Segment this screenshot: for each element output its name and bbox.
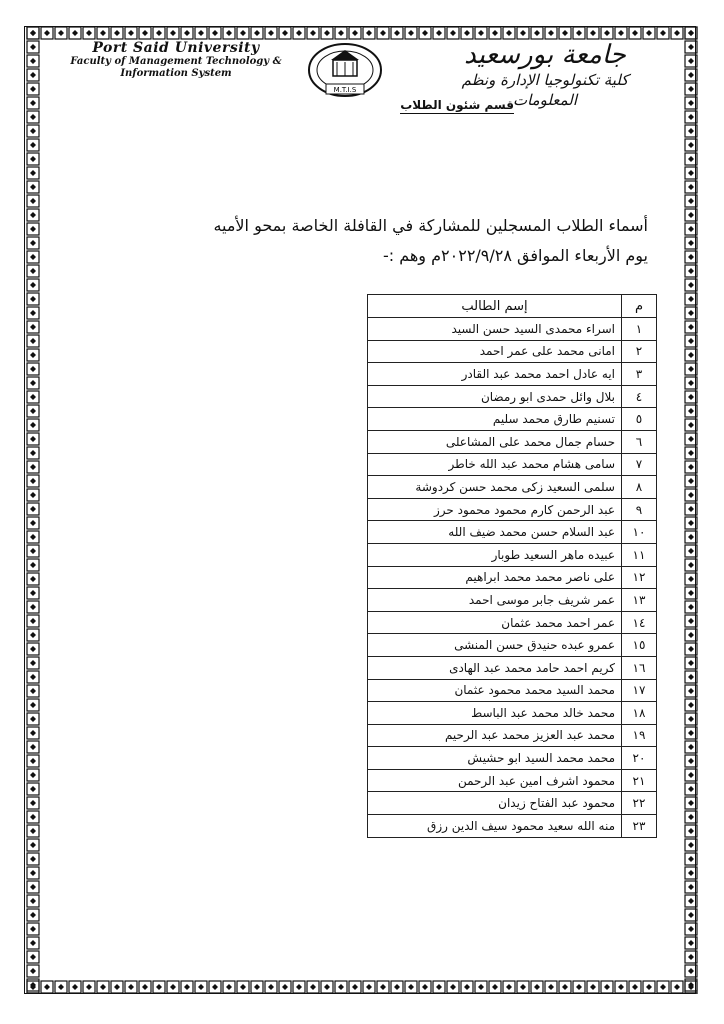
row-number: ٤ [622,385,657,408]
column-header-number: م [622,295,657,318]
row-number: ١٨ [622,702,657,725]
row-number: ٦ [622,430,657,453]
row-number: ٢١ [622,769,657,792]
table-row [368,747,657,770]
row-number: ٧ [622,453,657,476]
student-name: عبد الرحمن كارم محمود محمود حرز [368,498,622,521]
table-row [368,498,657,521]
row-number: ١٣ [622,589,657,612]
table-row [368,363,657,386]
document-title: أسماء الطلاب المسجلين للمشاركة في القافلة الخاصة بمحو الأميه [213,216,648,235]
student-name: محمود اشرف امين عبد الرحمن [368,769,622,792]
decorative-border-right [684,26,698,994]
table-row [368,769,657,792]
table-row [368,679,657,702]
row-number: ١٩ [622,724,657,747]
letterhead [44,40,680,120]
row-number: ٢ [622,340,657,363]
column-header-name: إسم الطالب [368,295,622,318]
table-row [368,521,657,544]
table-row [368,543,657,566]
department-name: قسم شئون الطلاب [400,98,514,112]
table-header-row [368,295,657,318]
students-table [367,294,657,838]
table-row [368,340,657,363]
student-name: محمود عبد الفتاح زيدان [368,792,622,815]
decorative-border-bottom [26,980,698,994]
table-row [368,453,657,476]
student-name: على ناصر محمد محمد ابراهيم [368,566,622,589]
table-row [368,792,657,815]
student-name: امانى محمد على عمر احمد [368,340,622,363]
row-number: ٢٢ [622,792,657,815]
table-row [368,724,657,747]
table-row [368,656,657,679]
row-number: ١ [622,318,657,341]
table-row [368,318,657,341]
student-name: منه الله سعيد محمود سيف الدين رزق [368,815,622,838]
student-name: سلمى السعيد زكى محمد حسن كردوشة [368,476,622,499]
table-row [368,611,657,634]
student-name: عبيده ماهر السعيد طوبار [368,543,622,566]
student-name: ايه عادل احمد محمد عبد القادر [368,363,622,386]
student-name: بلال وائل حمدى ابو رمضان [368,385,622,408]
table-row [368,408,657,431]
row-number: ١٦ [622,656,657,679]
table-row [368,589,657,612]
row-number: ١١ [622,543,657,566]
table-row [368,385,657,408]
student-name: حسام جمال محمد على المشاعلى [368,430,622,453]
row-number: ٢٠ [622,747,657,770]
table-row [368,815,657,838]
student-name: محمد السيد محمد محمود عثمان [368,679,622,702]
row-number: ١٢ [622,566,657,589]
table-row [368,476,657,499]
english-faculty-line1: Faculty of Management Technology & [70,56,282,67]
row-number: ١٥ [622,634,657,657]
row-number: ١٧ [622,679,657,702]
row-number: ٨ [622,476,657,499]
decorative-border-left [26,26,40,994]
table-row [368,566,657,589]
student-name: عمر شريف جابر موسى احمد [368,589,622,612]
table-row [368,430,657,453]
english-letterhead [56,40,296,80]
student-name: سامى هشام محمد عبد الله خاطر [368,453,622,476]
document-date-line: يوم الأربعاء الموافق ٢٠٢٢/٩/٢٨م وهم :- [382,246,648,265]
student-name: عمر احمد محمد عثمان [368,611,622,634]
table-row [368,702,657,725]
student-name: اسراء محمدى السيد حسن السيد [368,318,622,341]
row-number: ١٤ [622,611,657,634]
row-number: ٣ [622,363,657,386]
student-name: عبد السلام حسن محمد ضيف الله [368,521,622,544]
row-number: ٥ [622,408,657,431]
arabic-faculty-name: كلية تكنولوجيا الإدارة ونظم المعلومات [461,71,629,109]
student-name: محمد عبد العزيز محمد عبد الرحيم [368,724,622,747]
student-name: محمد خالد محمد عبد الباسط [368,702,622,725]
row-number: ١٠ [622,521,657,544]
decorative-border-top [26,26,698,40]
student-name: تسنيم طارق محمد سليم [368,408,622,431]
logo-text: M.T.I.S [333,86,357,94]
arabic-university-name: جامعة بورسعيد [464,40,626,70]
faculty-logo [306,42,384,102]
english-university-name: Port Said University [92,40,260,56]
row-number: ٢٣ [622,815,657,838]
row-number: ٩ [622,498,657,521]
english-faculty-line2: Information System [120,68,232,79]
student-name: عمرو عبده حنيدق حسن المنشى [368,634,622,657]
student-name: محمد محمد السيد ابو حشيش [368,747,622,770]
student-name: كريم احمد حامد محمد عبد الهادى [368,656,622,679]
table-row [368,634,657,657]
